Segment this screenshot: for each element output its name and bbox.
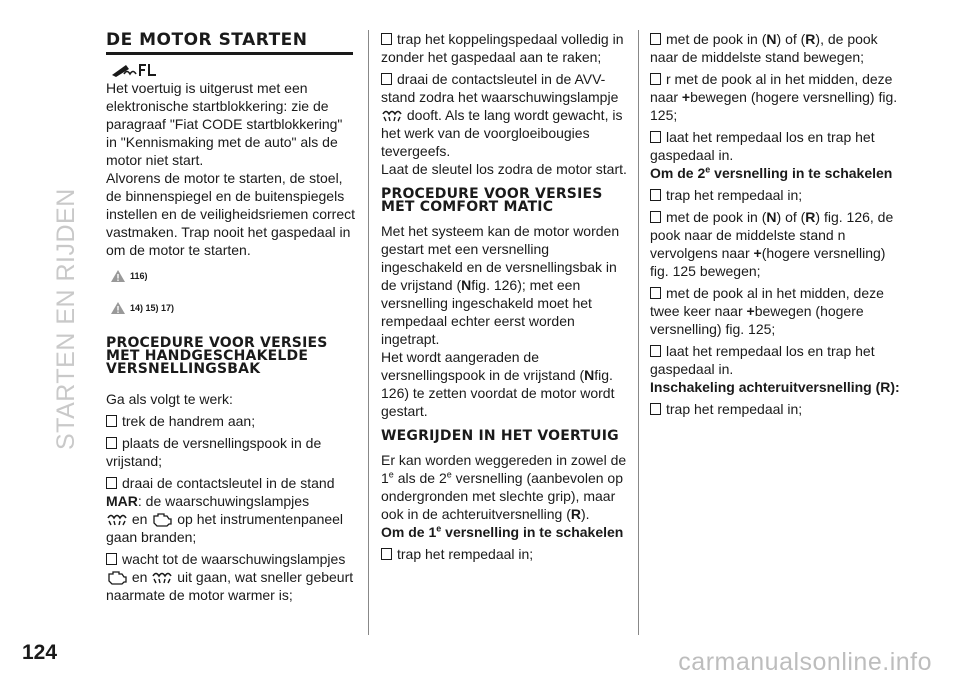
checkbox-bullet-icon <box>650 131 661 143</box>
heading-manual-gearbox: PROCEDURE VOOR VERSIES MET HANDGESCHAKELDE VERSNELLINGSBAK <box>106 335 328 377</box>
step-release-brake-2: laat het rempedaal los en trap het gaspedaal in. <box>650 343 875 377</box>
engine-fault-lamp-icon <box>151 511 173 527</box>
subheading-first-gear: Om de 1e versnelling in te schakelen <box>381 523 624 540</box>
checkbox-bullet-icon <box>381 33 392 45</box>
paragraph-drive-off: Er kan worden weggereden in zowel de 1e als de 2e versnelling (aanbevolen op ondergronden met slechte grip), maar ook in de achteruitversnelling (R). <box>381 452 627 522</box>
warning-triangle-icon <box>110 269 126 283</box>
checkbox-bullet-icon <box>106 437 117 449</box>
step-handbrake: trek de handrem aan; <box>106 412 356 430</box>
page-number: 124 <box>22 641 58 664</box>
checkbox-bullet-icon <box>650 287 661 299</box>
side-title-text: STARTEN EN RIJDEN <box>52 188 80 450</box>
step-key-mar: draai de contactsleutel in de stand MAR: de waarschuwingslampjes en op het instrumentenpaneel gaan branden; <box>106 475 344 545</box>
column-divider-1 <box>368 30 369 635</box>
section-title: DE MOTOR STARTEN <box>106 30 353 55</box>
glow-plug-lamp-icon <box>381 109 403 123</box>
step-neutral: plaats de versnellingspook in de vrijstand; <box>106 435 322 469</box>
paragraph-preparation: Alvorens de motor te starten, de stoel, de binnenspiegel en de buitenspiegels instellen en de veiligheidsriemen correct vastmaken. Trap nooit het gaspedaal in om de motor te starten. <box>106 170 356 258</box>
column-divider-2 <box>638 30 639 635</box>
step-release-brake-1: laat het rempedaal los en trap het gaspedaal in. <box>650 129 875 163</box>
step-key-avv: draai de contactsleutel in de AVV-stand zodra het waarschuwingslampje dooft. Als te lang wordt gewacht, is het werk van de voorgloeibougies tevergeefs. <box>381 71 623 159</box>
glow-plug-icon-row <box>110 61 356 81</box>
heading-drive-off: WEGRIJDEN IN HET VOERTUIG <box>381 428 619 444</box>
checkbox-bullet-icon <box>650 345 661 357</box>
column-3 <box>650 30 905 418</box>
intro-text: Ga als volgt te werk: <box>106 391 233 407</box>
checkbox-bullet-icon <box>106 477 117 489</box>
checkbox-bullet-icon <box>106 553 117 565</box>
glow-plug-icon <box>110 61 158 79</box>
warning-ref-1 <box>110 267 356 285</box>
checkbox-bullet-icon <box>106 415 117 427</box>
attention-triangle-icon <box>110 301 126 315</box>
glow-plug-lamp-icon <box>151 571 173 585</box>
checkbox-bullet-icon <box>650 211 661 223</box>
step-lever-middle-plus: met de pook in (N) of (R) fig. 126, de pook naar de middelste stand n vervolgens naar +(hogere versnelling) fig. 125 bewegen; <box>650 209 894 279</box>
glow-plug-lamp-icon <box>106 513 128 527</box>
warning-ref-text-1: 116) <box>130 271 148 281</box>
step-lever-twice-plus: met de pook al in het midden, deze twee keer naar +bewegen (hogere versnelling) fig. 125; <box>650 285 884 337</box>
checkbox-bullet-icon <box>381 73 392 85</box>
watermark: carmanualsonline.info <box>678 648 932 676</box>
paragraph-neutral-advice: Het wordt aangeraden de versnellingspook in de vrijstand (Nfig. 126) te zetten voordat de motor wordt gestart. <box>381 349 615 419</box>
paragraph-immobilizer: Het voertuig is uitgerust met een elektronische startblokkering: zie de paragraaf "Fiat CODE startblokkering" in "Kennismaking met de auto" als de motor niet start. <box>106 80 343 168</box>
warning-ref-2 <box>110 299 356 317</box>
step-brake-1: trap het rempedaal in; <box>381 545 631 563</box>
checkbox-bullet-icon <box>650 189 661 201</box>
column-2 <box>381 30 631 563</box>
engine-fault-lamp-icon <box>106 569 128 585</box>
checkbox-bullet-icon <box>650 33 661 45</box>
checkbox-bullet-icon <box>650 403 661 415</box>
column-1 <box>106 30 356 604</box>
subheading-reverse: Inschakeling achteruitversnelling (R): <box>650 379 900 395</box>
step-wait-lamps: wacht tot de waarschuwingslampjes en uit gaan, wat sneller gebeurt naarmate de motor warmer is; <box>106 551 354 603</box>
step-brake-2: trap het rempedaal in; <box>650 186 905 204</box>
checkbox-bullet-icon <box>381 548 392 560</box>
step-clutch: trap het koppelingspedaal volledig in zonder het gaspedaal aan te raken; <box>381 31 624 65</box>
step-lever-plus: r met de pook al in het midden, deze naar +bewegen (hogere versnelling) fig. 125; <box>650 71 898 123</box>
step-brake-3: trap het rempedaal in; <box>650 400 905 418</box>
warning-ref-text-2: 14) 15) 17) <box>130 303 175 313</box>
step-lever-middle: met de pook in (N) of (R), de pook naar de middelste stand bewegen; <box>650 31 878 65</box>
checkbox-bullet-icon <box>650 73 661 85</box>
paragraph-comfort-matic: Met het systeem kan de motor worden gestart met een versnelling ingeschakeld en de versnellingsbak in de vrijstand (Nfig. 126); met een versnelling ingeschakeld moet het rempedaal echter eerst worden ingetrapt. <box>381 223 620 347</box>
paragraph-release-key: Laat de sleutel los zodra de motor start. <box>381 161 627 177</box>
heading-comfort-matic: PROCEDURE VOOR VERSIES MET COMFORT MATIC <box>381 186 603 215</box>
subheading-second-gear: Om de 2e versnelling in te schakelen <box>650 164 893 181</box>
